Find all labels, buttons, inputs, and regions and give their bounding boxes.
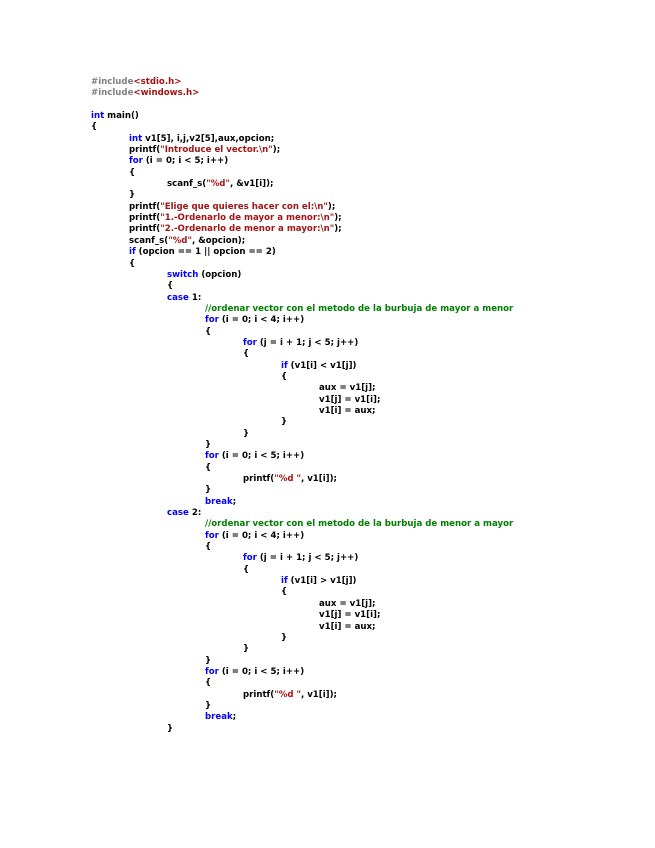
code-token-plain: { — [129, 167, 136, 178]
code-token-plain: v1[i] = aux; — [319, 405, 376, 416]
code-line — [91, 463, 631, 474]
code-token-preprocessor: #include — [91, 77, 134, 87]
code-line — [91, 122, 631, 133]
code-line — [91, 213, 631, 224]
code-line — [91, 327, 631, 338]
code-token-plain: (j = i + 1; j < 5; j++) — [256, 553, 359, 564]
code-token-plain: (j = i + 1; j < 5; j++) — [256, 337, 359, 348]
code-token-plain: ); — [327, 201, 336, 212]
code-line — [91, 383, 631, 394]
code-line — [91, 145, 631, 156]
code-token-plain: } — [243, 644, 250, 655]
code-listing — [91, 77, 631, 735]
code-token-plain: printf( — [129, 224, 161, 235]
code-token-string: <windows.h> — [133, 88, 200, 99]
code-line — [91, 236, 631, 247]
code-token-string: "%d" — [168, 235, 192, 246]
code-line — [91, 88, 631, 99]
code-line — [91, 633, 631, 644]
code-token-string: "%d " — [274, 474, 301, 485]
code-token-plain: printf( — [129, 145, 161, 156]
code-line — [91, 451, 631, 462]
code-token-plain: main() — [104, 111, 139, 122]
code-line — [91, 656, 631, 667]
code-line — [91, 644, 631, 655]
code-token-plain: (i = 0; i < 4; i++) — [218, 315, 305, 326]
code-token-plain: printf( — [243, 474, 275, 485]
code-token-plain: { — [281, 587, 288, 598]
code-token-plain: { — [167, 281, 174, 292]
code-line — [91, 179, 631, 190]
code-token-plain: printf( — [243, 689, 275, 700]
code-line — [91, 281, 631, 292]
code-line — [91, 553, 631, 564]
code-token-plain: } — [167, 723, 174, 734]
code-token-plain: 2: — [188, 508, 202, 519]
code-line — [91, 77, 631, 88]
code-token-plain: (opcion == 1 || opcion == 2) — [135, 247, 276, 258]
code-token-plain: ); — [272, 145, 281, 156]
code-token-plain: } — [281, 632, 288, 643]
code-token-keyword: switch — [167, 269, 199, 280]
code-token-plain: printf( — [129, 201, 161, 212]
code-token-keyword: int — [129, 133, 143, 144]
code-line — [91, 622, 631, 633]
code-line — [91, 224, 631, 235]
code-line — [91, 168, 631, 179]
code-line — [91, 497, 631, 508]
code-token-keyword: if — [129, 247, 136, 258]
code-line — [91, 701, 631, 712]
code-line — [91, 599, 631, 610]
code-line — [91, 429, 631, 440]
code-token-plain: { — [205, 462, 212, 473]
code-line — [91, 485, 631, 496]
code-token-string: "%d" — [206, 179, 230, 190]
code-token-plain: v1[j] = v1[i]; — [319, 610, 381, 621]
code-line — [91, 417, 631, 428]
code-line — [91, 395, 631, 406]
code-token-plain: , &v1[i]); — [229, 179, 274, 190]
code-line — [91, 474, 631, 485]
code-token-plain: aux = v1[j]; — [319, 383, 376, 394]
code-line — [91, 270, 631, 281]
code-line — [91, 202, 631, 213]
code-token-keyword: for — [243, 337, 257, 348]
code-token-keyword: for — [205, 451, 219, 462]
code-token-string: <stdio.h> — [133, 77, 182, 87]
code-token-plain: printf( — [129, 213, 161, 224]
code-token-plain: 1: — [188, 292, 202, 303]
code-token-plain: (opcion) — [198, 269, 242, 280]
code-token-preprocessor: #include — [91, 88, 134, 99]
code-token-keyword: break — [205, 712, 233, 723]
code-token-plain: scanf_s( — [167, 179, 207, 190]
code-line — [91, 361, 631, 372]
code-line — [91, 349, 631, 360]
code-line — [91, 338, 631, 349]
code-token-comment: //ordenar vector con el metodo de la burbuja de mayor a menor — [205, 303, 514, 314]
code-token-plain: { — [205, 326, 212, 337]
code-token-keyword: for — [243, 553, 257, 564]
code-token-plain: { — [129, 258, 136, 269]
code-token-plain: ); — [334, 224, 342, 235]
code-line — [91, 542, 631, 553]
code-token-plain: } — [205, 440, 212, 450]
code-line — [91, 724, 631, 735]
code-line — [91, 667, 631, 678]
code-token-plain: (i = 0; i < 5; i++) — [142, 156, 229, 167]
code-line — [91, 111, 631, 122]
code-line — [91, 156, 631, 167]
code-token-keyword: for — [205, 315, 219, 326]
code-line — [91, 587, 631, 598]
code-token-plain: } — [205, 485, 212, 496]
code-token-plain: , v1[i]); — [300, 474, 337, 485]
code-line — [91, 304, 631, 315]
code-token-plain: { — [281, 371, 288, 382]
code-line — [91, 190, 631, 201]
code-line — [91, 678, 631, 689]
code-token-plain: { — [205, 542, 212, 553]
code-token-string: "Introduce el vector.\n" — [160, 145, 273, 156]
code-token-plain: } — [129, 190, 136, 201]
code-token-plain: } — [243, 428, 250, 439]
code-token-plain: (i = 0; i < 5; i++) — [218, 451, 305, 462]
code-token-plain: ; — [232, 496, 237, 507]
code-token-keyword: int — [91, 111, 105, 122]
code-token-keyword: case — [167, 508, 189, 519]
code-token-keyword: for — [205, 666, 219, 677]
code-line — [91, 610, 631, 621]
code-line — [91, 259, 631, 270]
code-line — [91, 247, 631, 258]
code-token-plain: ; — [232, 712, 237, 723]
code-token-plain: v1[i] = aux; — [319, 621, 376, 632]
code-token-string: "2.-Ordenarlo de menor a mayor:\n" — [160, 224, 335, 235]
code-token-plain: } — [205, 700, 212, 711]
code-line — [91, 531, 631, 542]
code-token-plain: (v1[i] > v1[j]) — [287, 576, 357, 587]
code-token-plain: } — [281, 417, 288, 428]
code-line — [91, 134, 631, 145]
code-line — [91, 690, 631, 701]
code-token-keyword: for — [129, 156, 143, 167]
code-token-plain: { — [243, 564, 250, 575]
code-token-string: "Elige que quieres hacer con el:\n" — [160, 201, 328, 212]
code-token-string: "1.-Ordenarlo de mayor a menor:\n" — [160, 213, 335, 224]
code-line — [91, 293, 631, 304]
code-line — [91, 406, 631, 417]
code-token-plain: ); — [334, 213, 342, 224]
code-token-plain: (i = 0; i < 4; i++) — [218, 530, 305, 541]
code-line — [91, 712, 631, 723]
code-token-plain: scanf_s( — [129, 235, 169, 246]
code-line — [91, 100, 631, 111]
code-token-plain: aux = v1[j]; — [319, 598, 376, 609]
code-token-comment: //ordenar vector con el metodo de la burbuja de menor a mayor — [205, 519, 514, 530]
code-line — [91, 519, 631, 530]
code-token-string: "%d " — [274, 689, 301, 700]
code-token-plain: (v1[i] < v1[j]) — [287, 360, 357, 371]
code-line — [91, 565, 631, 576]
code-token-keyword: break — [205, 496, 233, 507]
code-token-keyword: case — [167, 292, 189, 303]
code-token-plain: (i = 0; i < 5; i++) — [218, 666, 305, 677]
code-line — [91, 508, 631, 519]
code-line — [91, 315, 631, 326]
code-token-plain: v1[5], i,j,v2[5],aux,opcion; — [142, 133, 275, 144]
code-token-keyword: for — [205, 530, 219, 541]
code-token-plain: { — [243, 349, 250, 360]
code-token-plain: v1[j] = v1[i]; — [319, 394, 381, 405]
code-token-plain: , &opcion); — [191, 235, 246, 246]
code-line — [91, 372, 631, 383]
code-token-keyword: if — [281, 576, 288, 587]
code-token-plain: { — [91, 122, 98, 133]
code-line — [91, 576, 631, 587]
code-line — [91, 440, 631, 451]
code-token-plain: } — [205, 655, 212, 666]
code-token-keyword: if — [281, 360, 288, 371]
code-token-plain: { — [205, 678, 212, 689]
code-token-plain: , v1[i]); — [300, 689, 337, 700]
